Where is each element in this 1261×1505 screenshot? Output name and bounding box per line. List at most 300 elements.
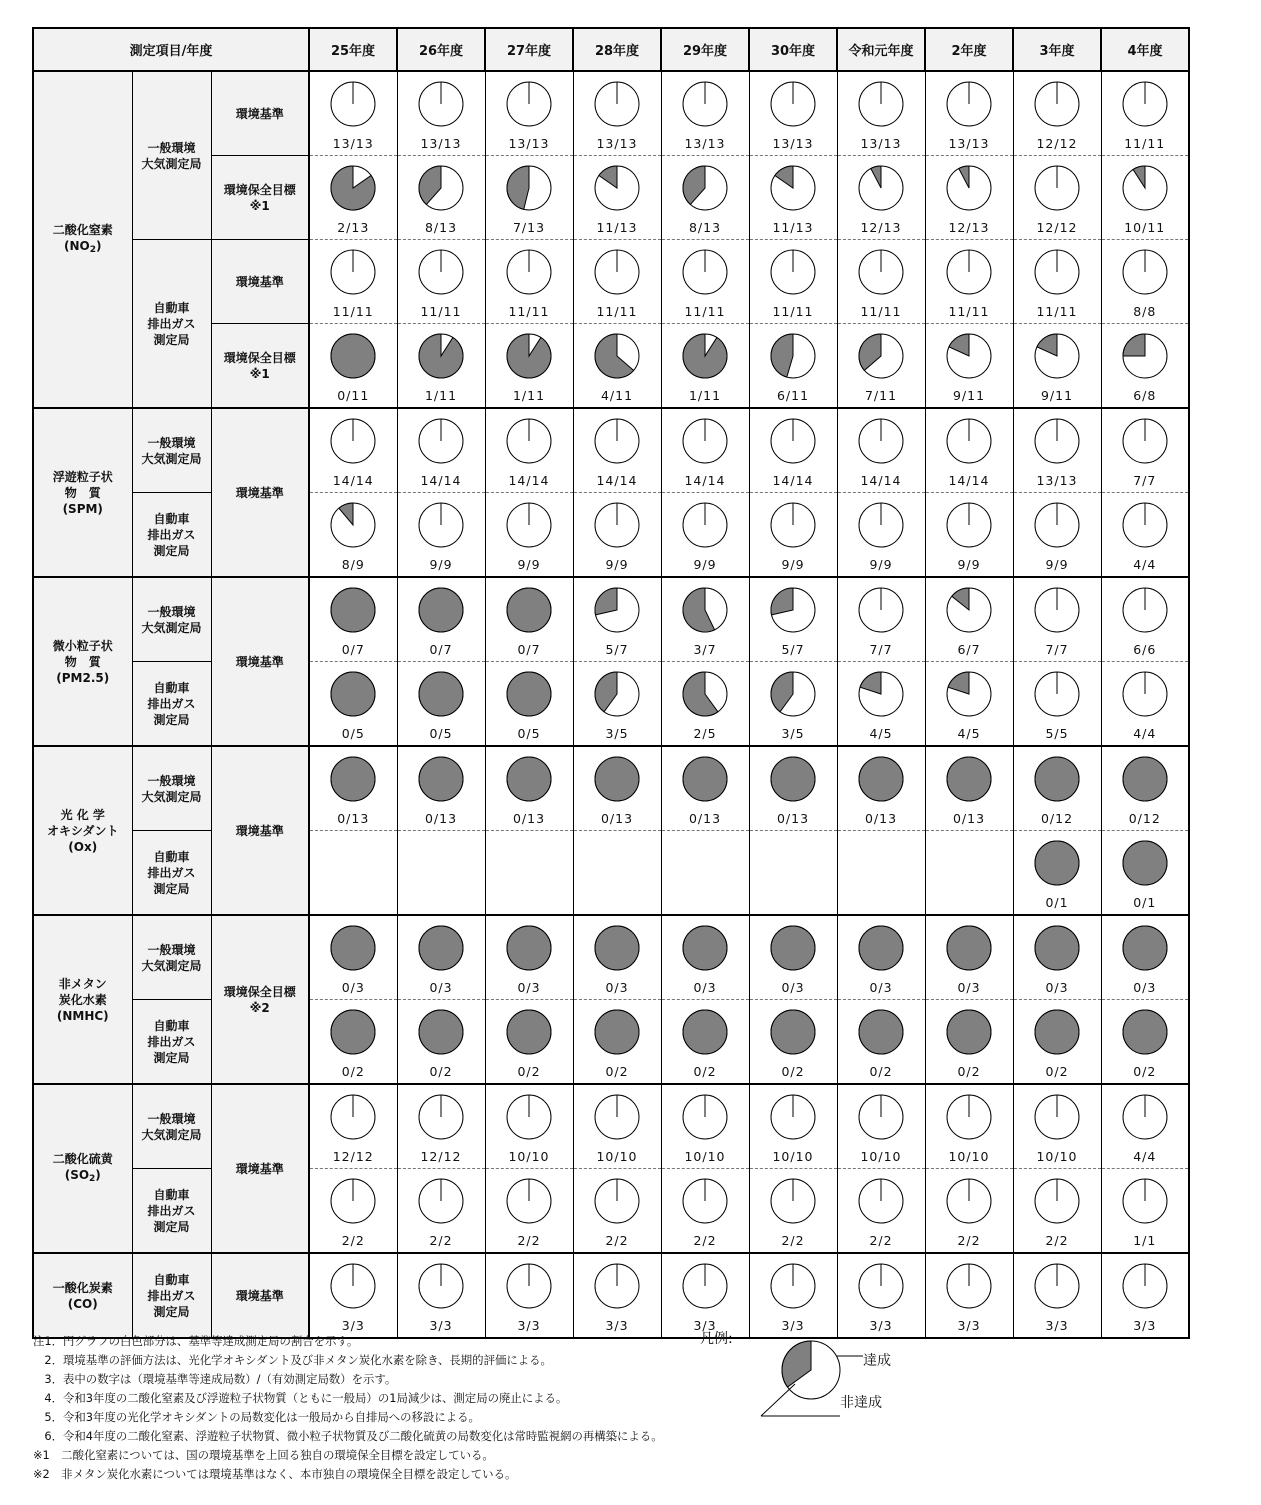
year-header: 令和元年度 xyxy=(837,28,925,71)
pie-chart xyxy=(1121,1177,1169,1225)
pie-chart xyxy=(1033,1177,1081,1225)
result-cell xyxy=(1013,156,1101,240)
fraction-value: 2/2 xyxy=(869,1233,893,1248)
standard-type-label xyxy=(211,240,309,324)
pie-chart xyxy=(1121,1093,1169,1141)
result-cell xyxy=(1101,915,1189,1000)
result-cell xyxy=(1013,324,1101,409)
fraction-value: 14/14 xyxy=(948,473,990,488)
fraction-value: 11/11 xyxy=(860,304,902,319)
note-line: ※2 非メタン炭化水素については環境基準はなく、本市独自の環境保全目標を設定している。 xyxy=(33,1467,517,1481)
station-type-label xyxy=(132,240,211,409)
result-cell xyxy=(661,746,749,831)
pie-chart xyxy=(1033,80,1081,128)
pie-chart xyxy=(593,1262,641,1310)
result-cell xyxy=(837,493,925,578)
fraction-value: 2/2 xyxy=(341,1233,365,1248)
pie-chart xyxy=(1033,1262,1081,1310)
year-header: 2年度 xyxy=(925,28,1013,71)
pie-chart xyxy=(681,417,729,465)
result-cell xyxy=(309,746,397,831)
station-type-label xyxy=(132,662,211,747)
result-cell xyxy=(925,1000,1013,1085)
fraction-value: 0/7 xyxy=(429,642,453,657)
label-line: 微小粒子状 xyxy=(52,638,113,653)
pie-chart xyxy=(593,924,641,972)
fraction-value: 4/5 xyxy=(957,726,981,741)
fraction-value: 0/3 xyxy=(693,980,717,995)
result-cell xyxy=(837,1169,925,1254)
label-line: 浮遊粒子状 xyxy=(52,469,113,484)
pie-chart xyxy=(505,248,553,296)
pie-chart xyxy=(769,332,817,380)
fraction-value: 11/11 xyxy=(684,304,726,319)
fraction-value: 9/9 xyxy=(605,557,629,572)
fraction-value: 1/1 xyxy=(1133,1233,1157,1248)
pie-chart xyxy=(593,248,641,296)
pie-wedge-unachieved xyxy=(683,926,727,970)
result-cell xyxy=(749,746,837,831)
table-row xyxy=(33,577,1189,662)
result-cell xyxy=(485,493,573,578)
result-cell xyxy=(749,324,837,409)
pie-chart xyxy=(769,248,817,296)
pie-chart xyxy=(769,1093,817,1141)
fraction-value: 2/13 xyxy=(337,220,370,235)
pie-chart xyxy=(505,755,553,803)
fraction-value: 3/3 xyxy=(781,1318,805,1333)
pie-wedge-unachieved xyxy=(1035,841,1079,885)
pie-chart xyxy=(593,80,641,128)
pollutant-formula: (SO xyxy=(64,1167,90,1182)
table-row xyxy=(33,915,1189,1000)
result-cell xyxy=(485,240,573,324)
result-cell xyxy=(397,746,485,831)
result-cell xyxy=(397,1084,485,1169)
pie-chart xyxy=(681,755,729,803)
legend-achieved-label: 達成 xyxy=(863,1353,891,1369)
result-cell xyxy=(661,577,749,662)
result-cell xyxy=(397,493,485,578)
result-cell xyxy=(837,746,925,831)
fraction-value: 0/13 xyxy=(337,811,370,826)
fraction-value: 11/11 xyxy=(772,304,814,319)
table-row xyxy=(33,408,1189,493)
result-cell xyxy=(749,1000,837,1085)
station-type-label xyxy=(132,746,211,831)
fraction-value: 12/12 xyxy=(420,1149,462,1164)
fraction-value: 9/11 xyxy=(1040,388,1074,403)
pie-chart xyxy=(857,924,905,972)
result-cell xyxy=(1101,746,1189,831)
fraction-value: 9/9 xyxy=(693,557,717,572)
fraction-value: 4/4 xyxy=(1133,726,1157,741)
table-row xyxy=(33,831,1189,916)
fraction-value: 0/13 xyxy=(512,811,546,826)
result-cell xyxy=(573,493,661,578)
fraction-value: 3/3 xyxy=(341,1318,365,1333)
result-cell xyxy=(397,1000,485,1085)
station-type-label xyxy=(132,577,211,662)
pie-chart xyxy=(505,670,553,718)
pie-chart xyxy=(857,586,905,634)
fraction-value: 0/3 xyxy=(341,980,365,995)
item-year-header: 測定項目/年度 xyxy=(33,28,309,71)
pie-wedge-unachieved xyxy=(331,757,375,801)
result-cell xyxy=(573,1000,661,1085)
pie-chart xyxy=(593,417,641,465)
label-line: 非メタン xyxy=(58,976,107,991)
pie-chart xyxy=(417,1262,465,1310)
pie-chart xyxy=(945,80,993,128)
fraction-value: 10/10 xyxy=(772,1149,814,1164)
pie-chart xyxy=(329,1262,377,1310)
result-cell xyxy=(749,915,837,1000)
fraction-value: 0/2 xyxy=(517,1064,541,1079)
result-cell xyxy=(309,915,397,1000)
table-row xyxy=(33,1084,1189,1169)
label-line: 自動車 xyxy=(153,849,190,864)
pie-wedge-unachieved xyxy=(507,926,551,970)
pie-chart xyxy=(681,164,729,212)
result-cell xyxy=(661,156,749,240)
fraction-value: 0/2 xyxy=(429,1064,453,1079)
pie-wedge-unachieved xyxy=(683,1010,727,1054)
result-cell xyxy=(749,577,837,662)
fraction-value: 12/12 xyxy=(332,1149,374,1164)
result-cell xyxy=(1013,240,1101,324)
fraction-value: 11/11 xyxy=(1036,304,1078,319)
pie-wedge-unachieved xyxy=(771,926,815,970)
pie-chart xyxy=(329,501,377,549)
result-cell xyxy=(309,324,397,409)
result-cell xyxy=(837,240,925,324)
label-line: 一般環境 xyxy=(147,942,196,957)
result-cell xyxy=(661,240,749,324)
pie-chart xyxy=(505,1177,553,1225)
fraction-value: 11/11 xyxy=(420,304,462,319)
result-cell xyxy=(925,408,1013,493)
fraction-value: 13/13 xyxy=(772,136,814,151)
standard-type-label xyxy=(211,1084,309,1253)
label-line: 自動車 xyxy=(153,680,190,695)
result-cell xyxy=(1101,324,1189,409)
fraction-value: 14/14 xyxy=(596,473,638,488)
pie-wedge-unachieved xyxy=(595,926,639,970)
pie-chart xyxy=(417,1177,465,1225)
pie-chart xyxy=(1033,670,1081,718)
result-cell xyxy=(661,1000,749,1085)
result-cell xyxy=(573,1253,661,1338)
fraction-value: 2/2 xyxy=(1045,1233,1069,1248)
result-cell xyxy=(573,577,661,662)
fraction-value: 0/3 xyxy=(1133,980,1157,995)
fraction-value: 0/3 xyxy=(1045,980,1069,995)
pie-chart xyxy=(417,670,465,718)
standard-type-label xyxy=(211,746,309,915)
table-row xyxy=(33,240,1189,324)
label-line: 大気測定局 xyxy=(141,789,202,804)
pie-wedge-unachieved xyxy=(595,588,617,615)
pie-wedge-unachieved xyxy=(859,1010,903,1054)
pollutant-label xyxy=(33,408,132,577)
fraction-value: 5/5 xyxy=(1045,726,1069,741)
fraction-value: 14/14 xyxy=(508,473,550,488)
pie-chart xyxy=(329,1093,377,1141)
standard-type-label xyxy=(211,408,309,577)
label-line: (Ox) xyxy=(68,839,98,854)
fraction-value: 4/4 xyxy=(1133,1149,1157,1164)
pie-chart xyxy=(1033,164,1081,212)
result-cell xyxy=(925,915,1013,1000)
pie-wedge-unachieved xyxy=(331,926,375,970)
fraction-value: 14/14 xyxy=(332,473,374,488)
result-cell xyxy=(485,1000,573,1085)
fraction-value: 3/7 xyxy=(693,642,717,657)
label-line: ※2 xyxy=(249,1000,270,1015)
result-cell xyxy=(837,156,925,240)
standard-type-label xyxy=(211,915,309,1084)
fraction-value: 0/3 xyxy=(605,980,629,995)
fraction-value: 8/9 xyxy=(341,557,365,572)
fraction-value: 11/11 xyxy=(508,304,550,319)
result-cell xyxy=(1101,1253,1189,1338)
result-cell xyxy=(925,71,1013,156)
pie-chart xyxy=(505,80,553,128)
pie-wedge-unachieved xyxy=(1123,926,1167,970)
fraction-value: 3/3 xyxy=(869,1318,893,1333)
result-cell xyxy=(749,408,837,493)
label-line: 測定局 xyxy=(153,332,190,347)
fraction-value: 0/1 xyxy=(1133,895,1157,910)
pie-chart xyxy=(505,1008,553,1056)
pie-chart xyxy=(417,1093,465,1141)
year-header: 26年度 xyxy=(397,28,485,71)
fraction-value: 0/2 xyxy=(781,1064,805,1079)
pie-chart xyxy=(505,501,553,549)
result-cell xyxy=(749,156,837,240)
result-cell xyxy=(397,408,485,493)
pie-chart xyxy=(769,1262,817,1310)
pie-chart xyxy=(593,332,641,380)
label-line: 物 質 xyxy=(64,485,101,500)
fraction-value: 13/13 xyxy=(332,136,374,151)
result-cell xyxy=(1013,1000,1101,1085)
pie-wedge-unachieved xyxy=(683,334,727,378)
fraction-value: 11/13 xyxy=(772,220,814,235)
pie-chart xyxy=(329,417,377,465)
pie-chart xyxy=(945,1262,993,1310)
result-cell xyxy=(749,831,837,916)
station-type-label xyxy=(132,831,211,916)
pie-chart xyxy=(1121,839,1169,887)
result-cell xyxy=(397,662,485,747)
pie-wedge-unachieved xyxy=(1035,757,1079,801)
fraction-value: 6/7 xyxy=(957,642,981,657)
pie-chart xyxy=(945,332,993,380)
result-cell xyxy=(485,71,573,156)
result-cell xyxy=(573,915,661,1000)
pie-chart xyxy=(329,1008,377,1056)
pollutant-formula-close: ) xyxy=(96,238,102,253)
pie-wedge-unachieved xyxy=(507,1010,551,1054)
result-cell xyxy=(837,71,925,156)
pie-chart xyxy=(417,755,465,803)
pie-wedge-unachieved xyxy=(947,757,991,801)
pie-wedge-unachieved xyxy=(507,334,551,378)
result-cell xyxy=(749,240,837,324)
pie-wedge-unachieved xyxy=(419,926,463,970)
pie-chart xyxy=(505,586,553,634)
label-line: 測定局 xyxy=(153,712,190,727)
pie-wedge-unachieved xyxy=(1035,926,1079,970)
fraction-value: 0/2 xyxy=(1045,1064,1069,1079)
note-line: ※1 二酸化窒素については、国の環境基準を上回る独自の環境保全目標を設定している。 xyxy=(33,1448,494,1462)
fraction-value: 7/7 xyxy=(1133,473,1157,488)
pie-chart xyxy=(329,586,377,634)
fraction-value: 2/2 xyxy=(517,1233,541,1248)
result-cell xyxy=(573,324,661,409)
fraction-value: 3/3 xyxy=(517,1318,541,1333)
fraction-value: 11/11 xyxy=(1124,136,1166,151)
fraction-value: 3/3 xyxy=(1133,1318,1157,1333)
pie-chart xyxy=(417,417,465,465)
year-header: 28年度 xyxy=(573,28,661,71)
legend-not-achieved-label: 非達成 xyxy=(840,1395,882,1411)
result-cell xyxy=(485,156,573,240)
pie-chart xyxy=(329,755,377,803)
pie-chart xyxy=(1121,586,1169,634)
table-row xyxy=(33,746,1189,831)
result-cell xyxy=(397,156,485,240)
label-line: 光 化 学 xyxy=(60,807,105,822)
pie-chart xyxy=(329,332,377,380)
label-line: (SPM) xyxy=(62,501,103,516)
fraction-value: 2/2 xyxy=(429,1233,453,1248)
result-cell xyxy=(397,915,485,1000)
pie-chart xyxy=(681,1008,729,1056)
fraction-value: 2/2 xyxy=(957,1233,981,1248)
label-line: (CO) xyxy=(67,1296,98,1311)
pie-chart xyxy=(769,924,817,972)
label-line: 炭化水素 xyxy=(58,992,107,1007)
pie-chart xyxy=(417,501,465,549)
result-cell xyxy=(1101,240,1189,324)
note-line: 2．環境基準の評価方法は、光化学オキシダント及び非メタン炭化水素を除き、長期的評価による。 xyxy=(33,1353,552,1367)
fraction-value: 13/13 xyxy=(420,136,462,151)
legend-title: 凡例: xyxy=(700,1331,733,1347)
pollutant-label xyxy=(33,71,132,408)
label-line: 大気測定局 xyxy=(141,620,202,635)
label-line: 環境保全目標 xyxy=(223,182,296,197)
pie-wedge-unachieved xyxy=(1123,841,1167,885)
table-row xyxy=(33,1253,1189,1338)
pie-chart xyxy=(769,164,817,212)
result-cell xyxy=(485,915,573,1000)
pie-chart xyxy=(681,670,729,718)
result-cell xyxy=(1101,662,1189,747)
result-cell xyxy=(397,577,485,662)
fraction-value: 7/7 xyxy=(869,642,893,657)
pie-wedge-unachieved xyxy=(859,926,903,970)
pie-wedge-unachieved xyxy=(771,588,793,615)
result-cell xyxy=(1013,831,1101,916)
pie-chart xyxy=(769,80,817,128)
pie-wedge-unachieved xyxy=(331,672,375,716)
label-line: 自動車 xyxy=(153,511,190,526)
result-cell xyxy=(397,831,485,916)
fraction-value: 0/5 xyxy=(341,726,365,741)
label-line: 測定局 xyxy=(153,1050,190,1065)
year-header: 27年度 xyxy=(485,28,573,71)
pie-wedge-unachieved xyxy=(507,757,551,801)
fraction-value: 12/12 xyxy=(1036,136,1078,151)
pie-chart xyxy=(593,586,641,634)
fraction-value: 13/13 xyxy=(596,136,638,151)
pie-chart xyxy=(945,501,993,549)
fraction-value: 5/7 xyxy=(781,642,805,657)
result-cell xyxy=(309,1169,397,1254)
pie-wedge-unachieved xyxy=(419,757,463,801)
pie-chart xyxy=(945,924,993,972)
fraction-value: 10/10 xyxy=(1036,1149,1078,1164)
label-line: (PM2.5) xyxy=(56,670,110,685)
label-line: 環境保全目標 xyxy=(223,350,296,365)
table-row xyxy=(33,1169,1189,1254)
fraction-value: 0/3 xyxy=(429,980,453,995)
pie-wedge-unachieved xyxy=(947,926,991,970)
standard-type-label xyxy=(211,71,309,156)
pie-chart xyxy=(329,80,377,128)
fraction-value: 0/2 xyxy=(605,1064,629,1079)
pie-chart xyxy=(1033,839,1081,887)
pie-wedge-unachieved xyxy=(331,1010,375,1054)
pollutant-subscript: 2 xyxy=(89,1173,96,1184)
pie-chart xyxy=(417,586,465,634)
pie-wedge-unachieved xyxy=(683,757,727,801)
pie-chart xyxy=(857,332,905,380)
pie-chart xyxy=(681,1262,729,1310)
result-cell xyxy=(749,662,837,747)
pie-chart xyxy=(1033,1008,1081,1056)
note-line: 3．表中の数字は（環境基準等達成局数）/（有効測定局数）を示す。 xyxy=(33,1372,397,1386)
station-type-label xyxy=(132,1000,211,1085)
result-cell xyxy=(485,408,573,493)
result-cell xyxy=(309,662,397,747)
pie-chart xyxy=(505,924,553,972)
result-cell xyxy=(309,156,397,240)
label-line: 排出ガス xyxy=(147,1034,196,1049)
fraction-value: 0/13 xyxy=(952,811,986,826)
pie-wedge-unachieved xyxy=(771,757,815,801)
pie-wedge-unachieved xyxy=(1123,757,1167,801)
label-line: 一般環境 xyxy=(147,1111,196,1126)
result-cell xyxy=(397,1253,485,1338)
pie-chart xyxy=(1121,417,1169,465)
pie-chart xyxy=(1121,332,1169,380)
fraction-value: 2/5 xyxy=(693,726,717,741)
table-row xyxy=(33,662,1189,747)
fraction-value: 13/13 xyxy=(508,136,550,151)
result-cell xyxy=(661,324,749,409)
table-row xyxy=(33,493,1189,578)
label-line: 環境基準 xyxy=(235,823,284,838)
standard-type-label xyxy=(211,1253,309,1338)
fraction-value: 0/3 xyxy=(869,980,893,995)
result-cell xyxy=(749,1169,837,1254)
result-cell xyxy=(573,408,661,493)
table-row xyxy=(33,71,1189,156)
